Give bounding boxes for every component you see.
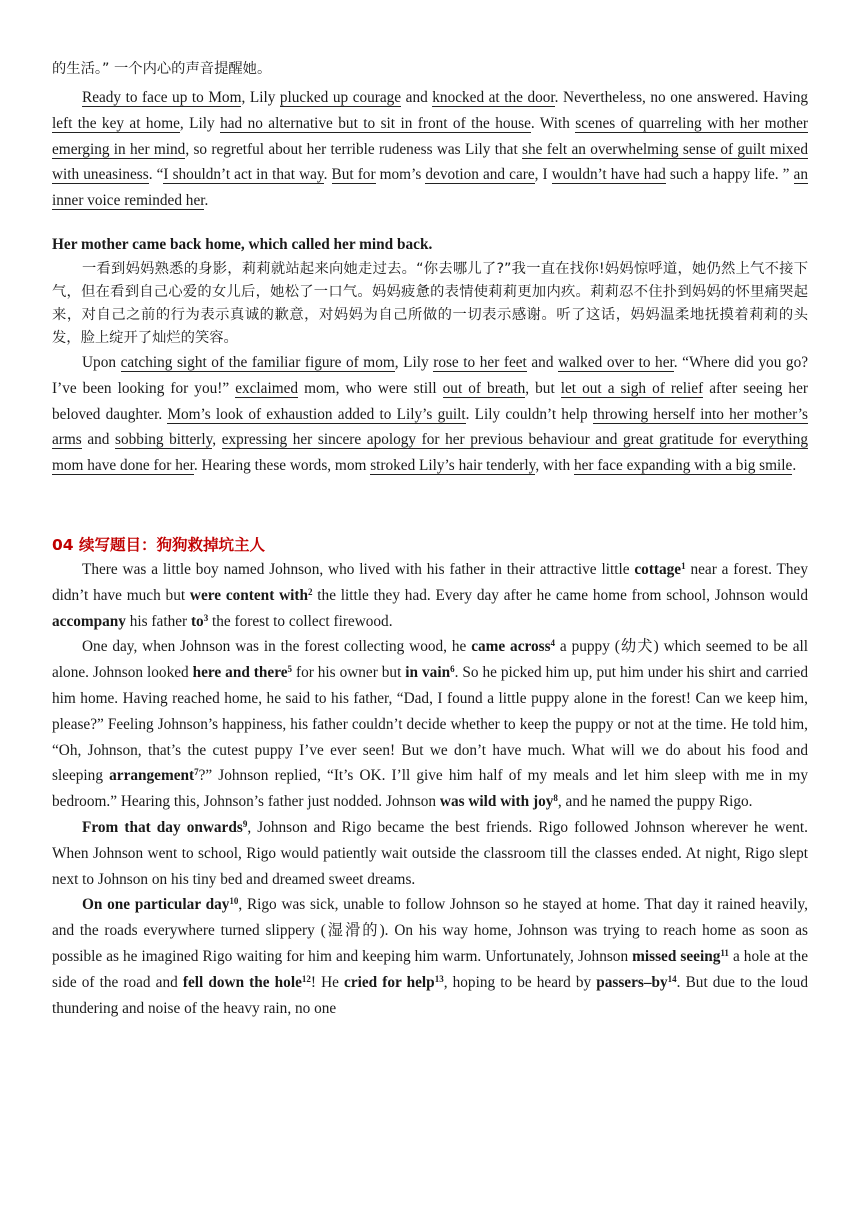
vocab-term: fell down the hole — [182, 973, 302, 991]
section-heading: 04 续写题目：狗狗救掉坑主人 — [52, 535, 265, 554]
vocab-term: arrangement — [109, 767, 195, 785]
phrase: left the key at home — [52, 114, 180, 132]
phrase: wouldn’t have had — [551, 166, 666, 184]
phrase: plucked up courage — [279, 89, 402, 106]
text: . Nevertheless, no one answered. Having — [554, 89, 809, 106]
text: . Hearing these words, mom — [193, 457, 371, 475]
text: the forest to collect firewood. — [208, 612, 393, 630]
phrase: catching sight of the familiar figure of mom — [120, 353, 395, 371]
paragraph-found-puppy — [52, 634, 808, 815]
document-page — [52, 58, 808, 1021]
phrase: expressing her sincere apology for her previous behaviour and great gratitude for everything mom have done for her — [52, 431, 808, 475]
phrase: walked over to her — [558, 353, 674, 371]
text: . — [204, 192, 209, 210]
paragraph-upon-catching-sight — [52, 350, 808, 479]
phrase: let out a sigh of relief — [560, 379, 704, 397]
text: , Johnson and Rigo became the best friends. Rigo followed Johnson wherever he went. When Johnson went to school, Rigo would patiently wait outside the classroom till the classes ended. At night, Rigo slept next to Johnson on his tiny bed and dreamed sweet dreams. — [52, 818, 808, 888]
text: . “ — [148, 166, 164, 184]
phrase: she felt an overwhelming sense of guilt mixed with uneasiness — [52, 140, 808, 184]
vocab-term: On one particular day — [82, 896, 230, 914]
text: . “Where did you go? I’ve been looking for you!” — [52, 353, 809, 397]
text: Upon — [82, 353, 121, 371]
footnote-number: 7 — [194, 767, 199, 778]
text: , — [212, 431, 222, 449]
phrase: her face expanding with a big smile — [573, 457, 793, 475]
paragraph-chinese-ending: 的生活。” 一个内心的声音提醒她。 — [52, 61, 272, 77]
phrase: throwing herself into her mother’s arms — [52, 405, 809, 449]
text: near a forest. They didn’t have much but — [52, 560, 808, 604]
text: the little they had. Every day after he came home from school, Johnson would — [312, 586, 808, 604]
vocab-term: passers–by — [596, 973, 668, 991]
footnote-number: 2 — [308, 586, 313, 597]
vocab-term: cried for help — [344, 973, 435, 991]
vocab-term: here and there — [192, 664, 288, 682]
vocab-term: From that day onwards — [82, 818, 243, 836]
paragraph-ready-to-face — [52, 85, 808, 214]
text: , so regretful about her terrible rudeness was Lily that — [185, 140, 523, 158]
text: , I — [534, 166, 552, 184]
vocab-term: came across — [471, 638, 551, 656]
phrase: stroked Lily’s hair tenderly — [370, 457, 536, 475]
vocab-term: was wild with joy — [439, 793, 554, 811]
phrase: knocked at the door — [432, 89, 555, 106]
text: . But due to the loud thundering and noise of the heavy rain, no one — [52, 973, 808, 1017]
phrase: rose to her feet — [433, 353, 527, 371]
text: . Lily couldn’t help — [465, 405, 593, 423]
phrase: But for — [331, 166, 376, 184]
text: such a happy life. ” — [665, 166, 794, 184]
paragraph-johnson-intro — [52, 557, 808, 634]
paragraph-best-friends — [52, 815, 808, 892]
phrase: exclaimed — [235, 379, 299, 397]
text: , and he named the puppy Rigo. — [557, 793, 753, 811]
vocab-term: in vain — [405, 664, 451, 682]
footnote-number: 14 — [667, 973, 677, 984]
footnote-number: 4 — [550, 638, 556, 649]
text: , but — [525, 379, 561, 397]
text: , Lily — [241, 89, 280, 106]
paragraph-fell-down-hole — [52, 892, 808, 1021]
text: ! He — [310, 973, 345, 991]
vocab-term: cottage — [634, 560, 682, 578]
text: , Lily — [394, 353, 434, 371]
phrase: had no alternative but to sit in front of the house — [220, 114, 531, 132]
footnote-number: 5 — [287, 664, 293, 675]
footnote-number: 10 — [229, 896, 239, 907]
text: . — [323, 166, 332, 184]
text: , Lily — [179, 114, 221, 132]
text: . So he picked him up, put him under his shirt and carried him home. Having reached home, he said to his father, “Dad, I found a little puppy alone in the forest! Can we keep him, please?” Feeling Johnson’s happiness, his father couldn’t decide whether to keep the puppy or not at the time. He told him, “Oh, Johnson, that’s the cutest puppy I’ve ever seen! But we don’t have much. What will we do about his food and sleeping — [52, 664, 808, 785]
text: and — [401, 89, 433, 106]
footnote-number: 9 — [242, 818, 248, 829]
text: and — [81, 431, 116, 449]
footnote-number: 13 — [434, 973, 444, 984]
phrase: out of breath — [442, 379, 526, 397]
text: , Rigo was sick, unable to follow Johnson so he stayed at home. That day it rained heavily, and the roads everywhere turned slippery (湿滑的). On his way home, Johnson was trying to reach home as soon as possible as he imagined Rigo waiting for him and keeping him warm. Unfortunately, Johnson — [52, 896, 808, 965]
phrase: devotion and care — [425, 166, 535, 184]
text: ?” Johnson replied, “It’s OK. I’ll give him half of my meals and let him sleep with me in my bedroom.” Hearing this, Johnson’s father just nodded. Johnson — [52, 767, 808, 811]
phrase: sobbing bitterly — [115, 431, 213, 449]
text: and — [526, 353, 559, 371]
vocab-term: were content with — [189, 586, 308, 604]
text: his father — [125, 612, 191, 630]
text: There was a little boy named Johnson, who lived with his father in their attractive little — [82, 560, 635, 578]
text: a puppy (幼犬) which seemed to be all alone. Johnson looked — [52, 638, 808, 682]
text: . With — [530, 114, 576, 132]
text: , hoping to be heard by — [443, 973, 597, 991]
text: . — [792, 457, 797, 475]
text: mom’s — [375, 166, 426, 184]
footnote-number: 12 — [301, 973, 311, 984]
paragraph-opening-sentence: Her mother came back home, which called her mind back. — [52, 235, 433, 253]
phrase: Ready to face up to Mom — [82, 89, 242, 106]
text: , with — [535, 457, 574, 475]
phrase: I shouldn’t act in that way — [163, 166, 324, 184]
vocab-term: to — [190, 612, 204, 630]
footnote-number: 11 — [720, 947, 729, 958]
paragraph-chinese-translation: 一看到妈妈熟悉的身影，莉莉就站起来向她走过去。“你去哪儿了?”我一直在找你!妈妈惊呼道，她仍然上气不接下气，但在看到自己心爱的女儿后，她松了一口气。妈妈疲惫的表情使莉莉更加内疚。莉莉忍不住扑到妈妈的怀里痛哭起来，对自己之前的行为表示真诚的歉意，对妈妈为自己所做的一切表示感谢。听了这话，妈妈温柔地抚摸着莉莉的头发，脸上绽开了灿烂的笑容。 — [52, 260, 808, 346]
footnote-number: 3 — [203, 612, 209, 623]
phrase: scenes of quarreling with her mother emerging in her mind — [52, 114, 808, 158]
text: One day, when Johnson was in the forest collecting wood, he — [82, 638, 472, 656]
footnote-number: 6 — [450, 664, 455, 675]
text: mom, who were still — [298, 379, 443, 397]
footnote-number: 8 — [553, 793, 558, 804]
vocab-term: missed seeing — [632, 947, 721, 965]
vocab-term: accompany — [52, 612, 126, 630]
text: after seeing her beloved daughter. — [52, 379, 808, 423]
phrase: an inner voice reminded her — [52, 166, 808, 210]
text: a hole at the side of the road and — [52, 947, 808, 991]
footnote-number: 1 — [681, 560, 686, 571]
phrase: Mom’s look of exhaustion added to Lily’s guilt — [167, 405, 466, 423]
text: for his owner but — [292, 664, 406, 682]
